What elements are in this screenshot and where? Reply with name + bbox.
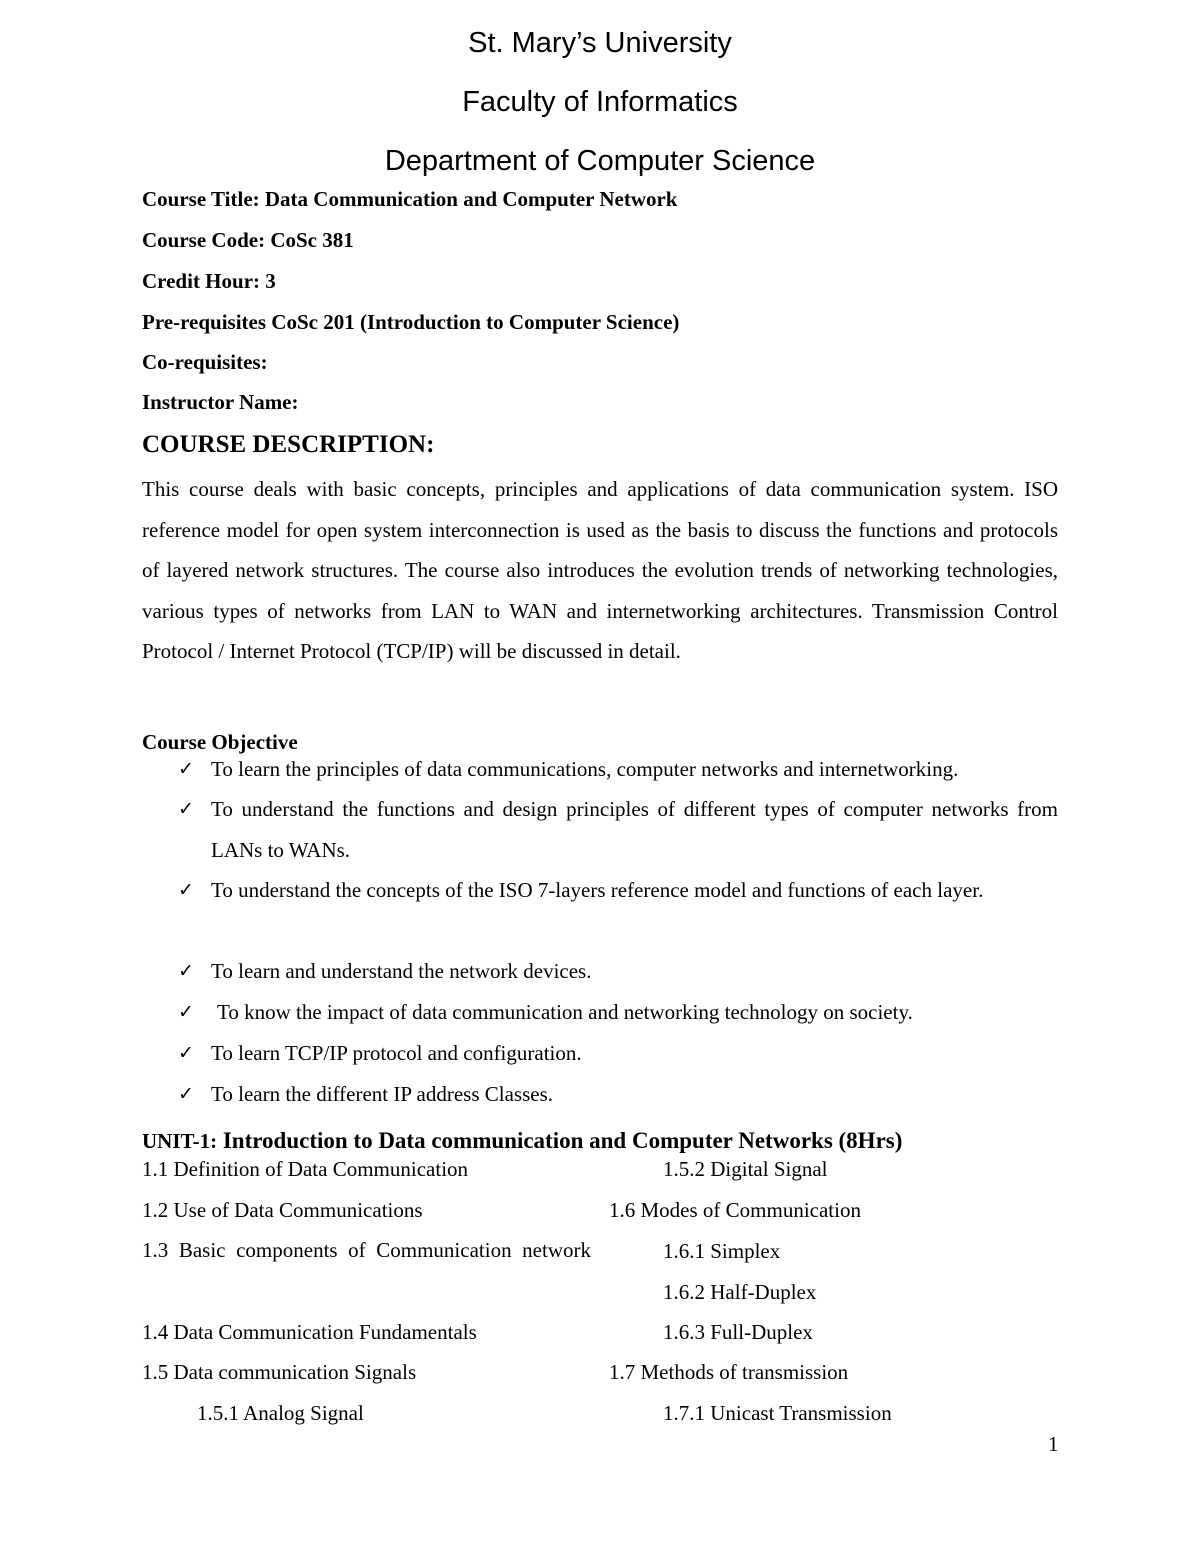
topic-item: 1.7.1 Unicast Transmission [663, 1401, 892, 1425]
check-icon: ✓ [178, 1042, 194, 1064]
topic-item: 1.3 Basic components of Communication network [142, 1238, 591, 1262]
faculty-name: Faculty of Informatics [462, 86, 738, 118]
objective-item: To know the impact of data communication and networking technology on society. [217, 1000, 913, 1024]
prerequisites: Pre-requisites CoSc 201 (Introduction to Computer Science) [142, 310, 680, 334]
check-icon: ✓ [178, 960, 194, 982]
course-description-heading: COURSE DESCRIPTION: [142, 431, 435, 458]
topic-item: 1.2 Use of Data Communications [142, 1198, 423, 1222]
topic-item: 1.5.1 Analog Signal [197, 1401, 364, 1425]
page-number: 1 [1048, 1432, 1059, 1456]
instructor-name: Instructor Name: [142, 390, 299, 414]
topic-item: 1.5 Data communication Signals [142, 1360, 417, 1384]
course-code: Course Code: CoSc 381 [142, 228, 354, 252]
corequisites: Co-requisites: [142, 350, 268, 374]
topic-item: 1.5.2 Digital Signal [663, 1157, 828, 1181]
objective-item: To learn the different IP address Classes. [211, 1082, 554, 1106]
credit-hour: Credit Hour: 3 [142, 269, 276, 293]
university-name: St. Mary’s University [468, 27, 732, 59]
unit-1-title: Introduction to Data communication and Computer Networks (8Hrs) [222, 1128, 903, 1153]
unit-1-heading [142, 1126, 902, 1156]
objective-item: To learn and understand the network devices. [211, 959, 592, 983]
check-icon: ✓ [178, 798, 194, 820]
course-objective-heading: Course Objective [142, 730, 298, 754]
course-title: Course Title: Data Communication and Computer Network [142, 187, 678, 211]
topic-item: 1.6 Modes of Communication [609, 1198, 861, 1222]
objective-item: To learn TCP/IP protocol and configuration. [211, 1041, 582, 1065]
objective-item: To understand the concepts of the ISO 7-layers reference model and functions of each layer. [211, 878, 984, 902]
check-icon: ✓ [178, 1083, 194, 1105]
department-name: Department of Computer Science [384, 145, 816, 177]
topic-item: 1.1 Definition of Data Communication [142, 1157, 469, 1181]
topic-item: 1.6.1 Simplex [663, 1239, 781, 1263]
objective-item: To learn the principles of data communications, computer networks and internetworking. [211, 757, 959, 781]
topic-item: 1.6.3 Full-Duplex [663, 1320, 813, 1344]
objective-item: To understand the functions and design principles of different types of computer networks from LANs to WANs. [211, 797, 1058, 862]
course-description-text: This course deals with basic concepts, principles and applications of data communication system. ISO reference model for open system interconnection is used as the basis to discuss the functions and protocols of layered network structures. The course also introduces the evolution trends of networking technologies, various types of networks from LAN to WAN and internetworking architectures. Transmission Control Protocol / Internet Protocol (TCP/IP) will be discussed in detail. [142, 477, 1058, 664]
topic-item: 1.7 Methods of transmission [609, 1360, 849, 1384]
topic-item: 1.6.2 Half-Duplex [663, 1280, 817, 1304]
unit-1-label: UNIT-1: [142, 1129, 218, 1153]
topic-item: 1.4 Data Communication Fundamentals [142, 1320, 477, 1344]
check-icon: ✓ [178, 758, 194, 780]
check-icon: ✓ [178, 1001, 194, 1023]
check-icon: ✓ [178, 879, 194, 901]
